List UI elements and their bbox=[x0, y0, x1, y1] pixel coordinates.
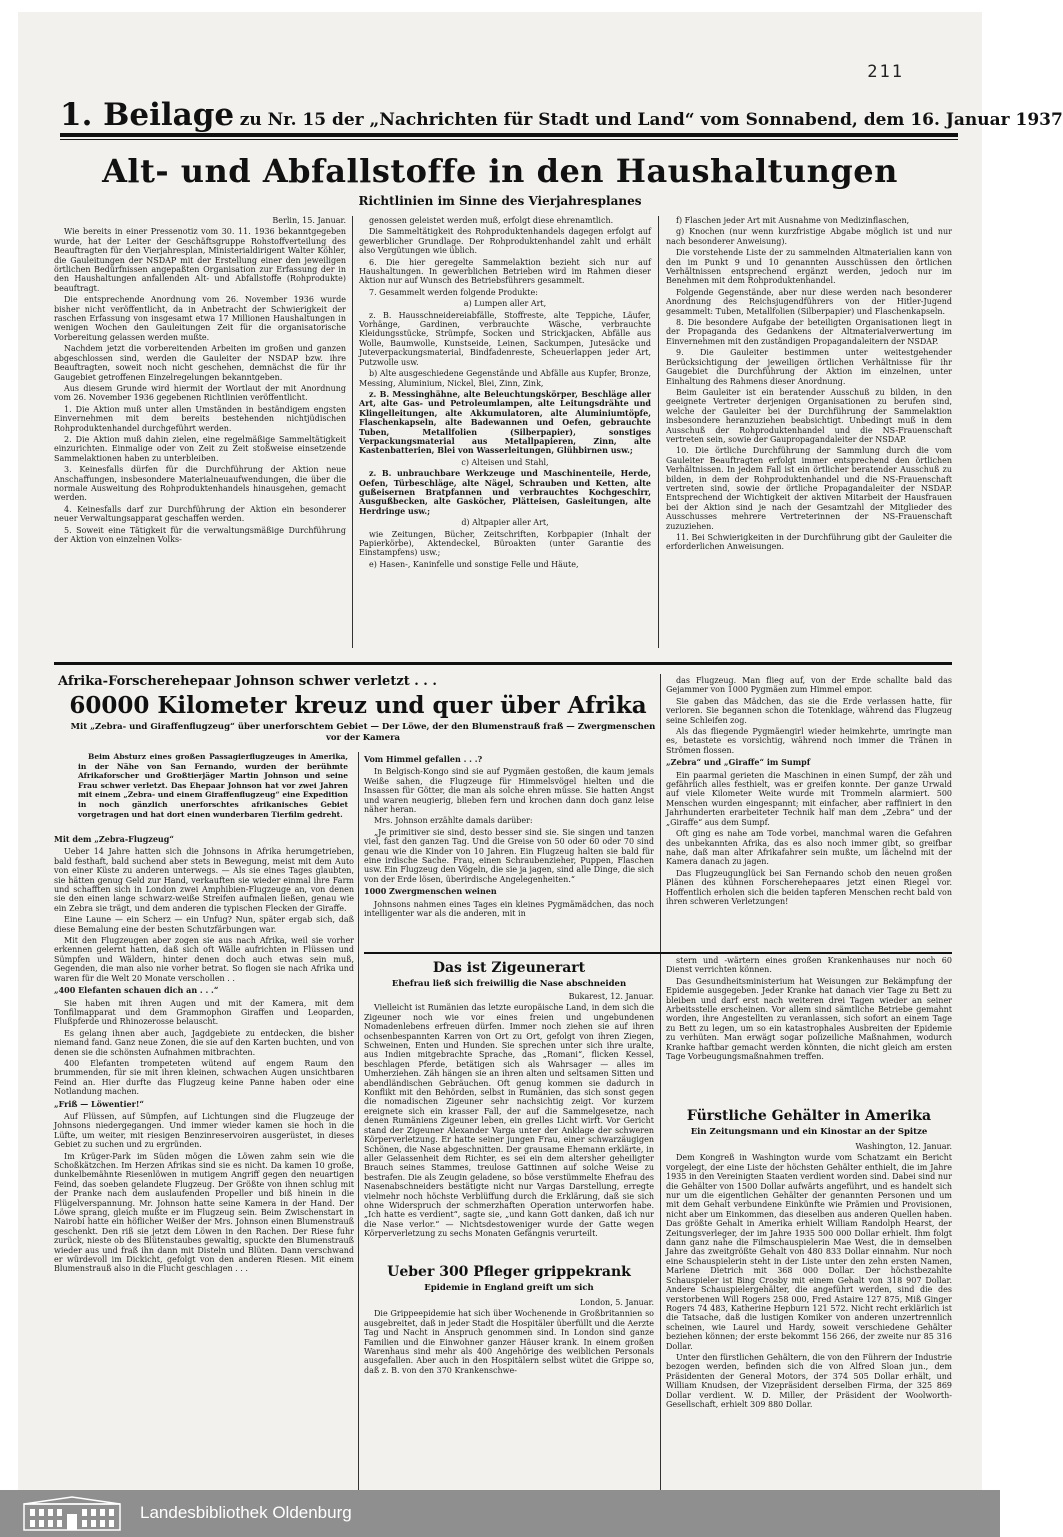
supplement-issue-line: zu Nr. 15 der „Nachrichten für Stadt und Land“ vom Sonnabend, dem 16. Januar 1937 bbox=[239, 110, 1063, 130]
waste-c2-p9: z. B. unbrauchbare Werkzeuge und Maschinenteile, Herde, Oefen, Türbeschläge, alte Nägel, Schrauben und Ketten, alte gußeisernen Bratpfannen und verbrauchtes Kochgeschirr, Ausgußbecken, alte Gasköcher, Plätteisen, Gasleitungen, alte Herdringe usw.; bbox=[359, 468, 651, 516]
column-divider bbox=[352, 216, 353, 648]
salaries-headline: Fürstliche Gehälter in Amerika bbox=[686, 1108, 932, 1124]
waste-c1-p7: 4. Keinesfalls darf zur Durchführung der Aktion ein besonderer neuer Verwaltungsapparat geschaffen werden. bbox=[54, 504, 346, 524]
page-number: 211 bbox=[867, 62, 904, 82]
africa-kicker: Afrika-Forscherehepaar Johnson schwer verletzt . . . bbox=[58, 674, 437, 689]
africa-c1-p7: 400 Elefanten trompeteten wütend auf engem Raum den brummenden, für sie mit ihren kleinen, schwachen Augen unsichtbaren Feind an. Hier durfte das Flugzeug keine Panne haben oder eine Notlandung machen. bbox=[54, 1058, 354, 1097]
salaries-p0: Dem Kongreß in Washington wurde vom Schatzamt ein Bericht vorgelegt, der eine Liste der höchsten Gehälter enthielt, die im Jahre 1935 in den Vereinigten Staaten verdient worden sind. Dabei sind nur die Gehälter von 1500 Dollar aufwärts angeführt, und es handelt sich nur um die eigentlichen Gehälter der genannten Personen und um mit dem Gehalt verbundene Einkünfte wie Prämien und Provisionen, nicht aber um Einkommen, das dieselben aus anderen Quellen haben. Das größte Gehalt in Amerika erhielt William Randolph Hearst, der Zeitungsverleger, der im Jahre 1935 500 000 Dollar erhielt. Ihm folgt dann ganz nahe die Filmschauspielerin Mae West, die in demselben Jahre das zweitgrößte Gehalt von 480 833 Dollar einnahm. Nur noch eine Schauspielerin steht in der Liste unter den zehn ersten Namen, Marlene Dietrich mit 368 000 Dollar. Der höchstbezahlte Schauspieler ist Bing Crosby mit einem Gehalt von 318 907 Dollar. Andere Schauspielergehälter, die angeführt werden, sind die des verstorbenen Will Rogers 258 000, Fred Astaire 127 875, Miß Ginger Rogers 74 483, Katherine Hepburn 121 572. Nicht recht erklärlich ist die Tatsache, daß die lustigen Komiker von anderen unzertrennlich scheinen, wie Laurel und Hardy, soweit verschiedene Gehälter beziehen können; der erste bekommt 156 266, der zweite nur 85 316 Dollar. bbox=[666, 1153, 952, 1351]
waste-c2-p11: wie Zeitungen, Bücher, Zeitschriften, Korbpapier (Inhalt der Papierkörbe), Aktendeckel, Büroakten (unter Garantie des Einstampfens) usw.; bbox=[359, 529, 651, 558]
waste-c3-p6: Beim Gauleiter ist ein beratender Ausschuß zu bilden, in den geeignete Vertreter derjenigen Organisationen zu berufen sind, welche der Gauleiter bei der Durchführung der Sammelaktion insbesondere heranzuziehen beabsichtigt. Unbedingt muß in dem Ausschuß der Rohproduktenhandel und die NS-Frauenschaft vertreten sein, sowie der Gaupropagandaleiter der NSDAP. bbox=[666, 387, 952, 444]
waste-column-1 bbox=[54, 216, 346, 648]
africa-column-3 bbox=[666, 676, 952, 952]
africa-c1-p6: Es gelang ihnen aber auch, Jagdgebiete zu entdecken, die bisher niemand fand. Ganz neue Zonen, die sie auf den Karten buchten, und von denen sie die schönsten Aufnahmen mitbrachten. bbox=[54, 1028, 354, 1057]
africa-headline: 60000 Kilometer kreuz und quer über Afrika bbox=[69, 692, 647, 719]
africa-column-2 bbox=[364, 752, 654, 919]
waste-c1-p3: Aus diesem Grunde wird hiermit der Wortlaut der mit Anordnung vom 26. November 1936 gegebenen Richtlinien veröffentlicht. bbox=[54, 383, 346, 403]
gypsy-subhead: Ehefrau ließ sich freiwillig die Nase abschneiden bbox=[391, 979, 627, 989]
africa-c2-p3: „Je primitiver sie sind, desto besser sind sie. Sie singen und tanzen viel, fast den ganzen Tag. Und die Greise von 50 oder 60 oder 70 sind genau wie die Kinder von 10 Jahren. Ein Flugzeug halten sie bald für eine irdische Sache. Frau, einen Schraubenzieher, Puppen, Flaschen usw. Ein Flugzeug den Vögeln, die sie ja jagen, sind alle Dinge, die sich von der Erde lösen, überirdische Angelegenheiten.“ bbox=[364, 827, 654, 884]
waste-c1-p2: Nachdem jetzt die vorbereitenden Arbeiten im großen und ganzen abgeschlossen sind, werden die Gauleiter der NSDAP bzw. ihre Beauftragten, soweit noch nicht geschehen, demnächst die für ihr Gaugebiet getroffenen Einzelregelungen bekanntgeben. bbox=[54, 344, 346, 382]
africa-c3-p6: Das Flugzeugunglück bei San Fernando schob den neuen großen Plänen des kühnen Forscherehepaares jetzt einen Riegel vor. Hoffentlich erholen sich die beiden tapferen Menschen recht bald von ihren schweren Verletzungen! bbox=[666, 868, 952, 906]
waste-c3-p3: Folgende Gegenstände, aber nur diese werden nach besonderer Anordnung des Reichsjugendführers von der Hitler-Jugend gesammelt: Tuben, Metallfolien (Silberpapier) und Flaschenkapseln. bbox=[666, 287, 952, 316]
library-name: Landesbibliothek Oldenburg bbox=[140, 1503, 352, 1522]
waste-c1-p4: 1. Die Aktion muß unter allen Umständen in beständigem engsten Einvernehmen mit dem bereits bestehenden nichtjüdischen Rohproduktenhandel durchgeführt werden. bbox=[54, 404, 346, 433]
waste-dateline: Berlin, 15. Januar. bbox=[272, 216, 346, 225]
column-divider bbox=[658, 216, 659, 648]
waste-column-3 bbox=[666, 216, 952, 648]
africa-c3-p4: Ein paarmal gerieten die Maschinen in einen Sumpf, der zäh und gefährlich alles festhielt, was er greifen konnte. Der ganze Urwald auf viele Kilometer Weite wurde mit Trommeln alarmiert. 500 Menschen wurden eingespannt; mit einfacher, aber raffiniert in den Jahrhunderten erarbeiteter Technik half man dem „Zebra“ und der „Giraffe“ aus dem Sumpf. bbox=[666, 770, 952, 827]
header-rule-thin bbox=[60, 139, 958, 140]
waste-c2-p1: Die Sammeltätigkeit des Rohproduktenhandels dagegen erfolgt auf gewerblicher Grundlage. Der Rohproduktenhandel zahlt und erhält also Vergütungen wie üblich. bbox=[359, 227, 651, 256]
gypsy-column bbox=[364, 992, 654, 1257]
africa-c2-p5: Johnsons nahmen eines Tages ein kleines Pygmämädchen, das noch intelligenter war als die anderen, mit in bbox=[364, 899, 654, 919]
flu-p0: Die Grippeepidemie hat sich über Wochenende in Großbritannien so ausgebreitet, daß in jeder Stadt die Hospitäler überfüllt und die Aerzte Tag und Nacht in Anspruch genommen sind. In London sind ganze Familien und die Einwohner ganzer Häuser krank. In einem großen Warenhaus sind mehr als 400 Angehörige des weiblichen Personals ausgefallen. Aber auch in den Hospitälern selbst wütet die Grippe so, daß z. B. von den 370 Krankenschwe- bbox=[364, 1309, 654, 1375]
africa-c1-p10: Im Krüger-Park im Süden mögen die Löwen zahm sein wie die Schoßkätzchen. Im Herzen Afrikas sind sie es nicht. Da kamen 10 große, dunkelbemähnte Riesenlöwen in mutigem Angriff gegen den neuartigen Feind, das soeben gelandete Flugzeug. Der Größte von ihnen schlug mit der Pranke nach dem auslaufenden Propeller und biß hinein in die Flügelverspannung. Mr. Johnson hatte seine Kamera in der Hand. Der Löwe sprang, gleich mußte er im Flugzeug sein. Beim Zwischenstart in Nairobi hatte ein höflicher Weißer der Mrs. Johnson einen Blumenstrauß geschenkt. Den riß sie jetzt dem Löwen in den Rachen. Der Riese fuhr zurück, nieste ob des Blütenstaubes gewaltig, spuckte den Blumenstrauß wieder aus und fraß ihn dann mit Disteln und Blüten. Dann verschwand er würdevoll im Dickicht, gefolgt von den anderen Riesen. Mit einem Blumenstrauß also in die Flucht geschlagen . . . bbox=[54, 1151, 354, 1274]
africa-c2-p0: Vom Himmel gefallen . . .? bbox=[364, 754, 483, 764]
supplement-label: 1. Beilage bbox=[60, 97, 235, 133]
flu-tail-p1: Das Gesundheitsministerium hat Weisungen zur Bekämpfung der Epidemie ausgegeben. Jeder Kranke hat danach vier Tage zu Bett zu bleiben und darf erst nach weiteren drei Tagen wieder an seiner Arbeitsstelle erscheinen. Vor allem sind sämtliche Betriebe gemahnt worden, ihre Angestellten zu veranlassen, sich sofort an einem Tage zu Bett zu legen, um so ein katastrophales Ausbreiten der Epidemie zu verhüten. Man erwägt sogar polizeiliche Maßnahmen, wodurch Kranke haftbar gemacht werden könnten, die nicht gleich am ersten Tage Vorbeugungsmaßnahmen treffen. bbox=[666, 976, 952, 1062]
africa-c1-p4: „400 Elefanten schauen dich an . . .“ bbox=[54, 985, 219, 996]
waste-c2-p6: b) Alte ausgeschiedene Gegenstände und Abfälle aus Kupfer, Bronze, Messing, Aluminium, Nickel, Blei, Zinn, Zink, bbox=[359, 369, 651, 388]
header-rule bbox=[60, 133, 958, 137]
africa-c1-p5: Sie haben mit ihren Augen und mit der Kamera, mit dem Tonfilmapparat und dem Grammophon Giraffen und Leoparden, Flußpferde und Rhinozerosse belauscht. bbox=[54, 998, 354, 1027]
salaries-p1: Unter den fürstlichen Gehältern, die von den Führern der Industrie bezogen werden, befinden sich die von Alfred Sloan jun., dem Präsidenten der General Motors, der 374 505 Dollar erhält, und William Knudsen, der Vizepräsident derselben Firma, der 325 869 Dollar verdient. W. D. Miller, der Präsident der Woolworth-Gesellschaft, erhielt 309 880 Dollar. bbox=[666, 1352, 952, 1409]
waste-c2-p8: c) Alteisen und Stahl, bbox=[461, 457, 549, 467]
africa-c1-p9: Auf Flüssen, auf Sümpfen, auf Lichtungen sind die Flugzeuge der Johnsons niedergegangen. Und immer wieder kamen sie hoch in die Lüfte, um weiter, mit riesigen Benzinreservoiren ausgerüstet, in dieses Gebiet zu suchen und zu ergründen. bbox=[54, 1111, 354, 1150]
library-building-icon bbox=[22, 1496, 122, 1532]
africa-lead-text: Beim Absturz eines großen Passagierflugzeuges in Amerika, in der Nähe von San Fernando, wurden der berühmte Afrikaforscher und Großtierjäger Martin Johnson und seine Frau schwer verletzt. Das Ehepaar Johnson hat vor zwei Jahren mit einem „Zebra- und einem Giraffenflugzeug“ eine Expedition in noch gänzlich unerforschtes afrikanisches Gebiet vorgetragen und hat dort einen wunderbaren Tierfilm gedreht. bbox=[78, 752, 348, 819]
waste-c2-p4: a) Lumpen aller Art, bbox=[463, 299, 547, 309]
waste-c1-p8: 5. Soweit eine Tätigkeit für die verwaltungsmäßige Durchführung der Aktion von einzelnen Volks- bbox=[54, 525, 346, 544]
library-footer-bar bbox=[0, 1490, 1000, 1537]
flu-dateline: London, 5. Januar. bbox=[579, 1298, 654, 1307]
waste-c3-p7: 10. Die örtliche Durchführung der Sammlung durch die vom Gauleiter Beauftragten erfolgt immer entsprechend den örtlichen Verhältnissen. In jedem Fall ist ein örtlicher beratender Ausschuß zu bilden, in dem der Rohproduktenhandel und die NS-Frauenschaft vertreten sind, sowie der örtliche Propagandaleiter der NSDAP. Entsprechend der Wichtigkeit der aktiven Mitarbeit der Hausfrauen bei der Aktion sind je nach der Gesamtzahl der Mitglieder des Ausschusses mehrere Vertreterinnen der NS-Frauenschaft zuzuziehen. bbox=[666, 446, 952, 531]
section-rule bbox=[364, 952, 952, 954]
column-divider bbox=[358, 752, 359, 1494]
waste-c2-p7: z. B. Messinghähne, alte Beleuchtungskörper, Beschläge aller Art, alte Gas- und Petroleumlampen, alte Leitungsdrähte und Klingelleitungen, alte Akkumulatoren, alte Aluminiumtöpfe, Flaschenkapseln, alte Badewannen und Oefen, gebrauchte Tuben, Metallfolien (Silberpapier), sonstiges Verpackungsmaterial aus Metallpapieren, Zinn, alte Kastenbatterien, Blei von Wasserleitungen, Glühbirnen usw.; bbox=[359, 388, 651, 456]
supplement-header bbox=[60, 97, 1063, 133]
flu-headline: Ueber 300 Pfleger grippekrank bbox=[387, 1264, 631, 1280]
waste-c2-p12: e) Hasen-, Kaninfelle und sonstige Felle und Häute, bbox=[369, 559, 579, 569]
newspaper-page bbox=[18, 12, 1063, 1490]
waste-c2-p5: z. B. Hausschneidereiabfälle, Stoffreste, alte Teppiche, Läufer, Vorhänge, Gardinen, verbrauchte Wäsche, verbrauchte Kleidungsstücke, Strümpfe, Socken und Strickjacken, Abfälle aus Wolle, Baumwolle, Kunstseide, Leinen, Sackumpen, Jutesäcke und Juteverpackungsmaterial, Bindfadenreste, Scheuerlappen jeder Art, Putzwolle usw. bbox=[359, 310, 651, 367]
africa-c1-p3: Mit den Flugzeugen aber zogen sie aus nach Afrika, weil sie vorher erkennen gelernt hatten, daß sich oft Wälle aufrichten in Flüssen und Sümpfen und Wäldern, hinter denen doch auch etwas sein muß, Gegenden, die man also nie vorher betrat. So flogen sie nach Afrika und waren für die Welt 20 Monate verschollen . . bbox=[54, 936, 354, 983]
africa-c2-p1: In Belgisch-Kongo sind sie auf Pygmäen gestoßen, die kaum jemals Weiße sahen, die Flugzeuge für Himmelsvögel hielten und die Insassen für Götter, die man als solche ehren müsse. Sie hatten Angst und waren neugierig, blieben fern und krochen dann doch ganz leise näher heran. bbox=[364, 767, 654, 815]
waste-c1-p0: Wie bereits in einer Pressenotiz vom 30. 11. 1936 bekanntgegeben wurde, hat der Leiter der Geschäftsgruppe Rohstoffverteilung des Beauftragten für den Vierjahresplan, Ministerialdirigent Walter Köhler, die Gauleitungen der NSDAP mit der Erstellung einer den jeweiligen örtlichen Bedürfnissen angepaßten Organisation zur Erfassung der in den Haushaltungen anfallenden Alt- und Abfallstoffe (Rohprodukte) beauftragt. bbox=[54, 227, 346, 293]
article-subhead-waste: Richtlinien im Sinne des Vierjahresplanes bbox=[358, 194, 642, 208]
waste-c3-p0: f) Flaschen jeder Art mit Ausnahme von Medizinflaschen, bbox=[676, 216, 910, 225]
flu-tail-p0: stern und -wärtern eines großen Krankenhauses nur noch 60 Dienst verrichten können. bbox=[666, 956, 952, 975]
africa-c3-p2: Als das fliegende Pygmäengirl wieder heimkehrte, umringte man es, betastete es vorsichtig, während noch immer die Tränen in Strömen flossen. bbox=[666, 727, 952, 755]
salaries-subhead: Ein Zeitungsmann und ein Kinostar an der Spitze bbox=[690, 1127, 928, 1137]
africa-c3-p3: „Zebra“ und „Giraffe“ im Sumpf bbox=[666, 757, 811, 768]
flu-subhead: Epidemie in England greift um sich bbox=[424, 1283, 594, 1293]
waste-c3-p8: 11. Bei Schwierigkeiten in der Durchführung gibt der Gauleiter die erforderlichen Anweisungen. bbox=[666, 533, 952, 552]
gypsy-p0: Vielleicht ist Rumänien das letzte europäische Land, in dem sich die Zigeuner noch wie vor eines freien und ungebundenen Nomadenlebens erfreuen dürfen. Immer noch ziehen sie auf ihren ochsenbespannten Karren von Ort zu Ort, gefolgt von ihren Ziegen, Schweinen, Enten und Hunden. Sie sprechen unter sich ihre uralte, aus Indien mitgebrachte Sprache, das „Romani“, flicken Kessel, beschlagen Pferde, betätigen sich als Wahrsager — alles im Umherziehen. Zäh hängen sie an ihren alten und seltsamen Sitten und abendländischen Gebräuchen. Oft genug kommen sie dadurch in Konflikt mit den Behörden, selbst in Rumänien, das sich sonst gegen die nomadischen Zigeuner sehr nachsichtig zeigt. Vor kurzem ereignete sich ein krasser Fall, der auf die Sammelgesetze, nach denen Rumäniens Zigeuner leben, ein grelles Licht wirft. Vor Gericht stand der Zigeuner Alexander Varga unter der Anklage der schweren Körperverletzung. Er hatte seiner jungen Frau, einer schwarzäugigen Schönen, die Nase abgeschnitten. Der grausame Ehemann erklärte, in aller Gelassenheit dem Richter, es sei ein dem altersher geheiligter Brauch seines Stammes, treulose Gattinnen auf solche Weise zu bestrafen. Die als Zeugin geladene, so böse verstümmelte Ehefrau des Nasenabschneiders bestätigte nicht nur Vargas Darstellung, erregte vielmehr noch höchste Verblüffung durch die Erklärung, daß sie sich ohne Widerspruch der schmerzhaften Operation unterworfen habe. „Ich hatte es verdient“, sagte sie, „und kann Gott danken, daß ich nur die Nase verlor.“ — Nichtsdestoweniger wurde der Gatte wegen Körperverletzung zu sechs Monaten Gefängnis verurteilt. bbox=[364, 1003, 654, 1239]
africa-c3-p0: das Flugzeug. Man flieg auf, von der Erde schallte bald das Gejammer von 1000 Pygmäen zum Himmel empor. bbox=[666, 676, 952, 695]
gypsy-dateline: Bukarest, 12. Januar. bbox=[568, 992, 654, 1001]
column-divider bbox=[660, 674, 661, 1494]
waste-c2-p2: 6. Die hier geregelte Sammelaktion bezieht sich nur auf Haushaltungen. In gewerblichen Betrieben wird im Rahmen dieser Aktion nur auf Wunsch des Betriebsführers gesammelt. bbox=[359, 257, 651, 286]
africa-lead bbox=[78, 752, 348, 824]
flu-column bbox=[364, 1298, 654, 1494]
article-headline-waste: Alt- und Abfallstoffe in den Haushaltungen bbox=[102, 152, 898, 190]
africa-subhead: Mit „Zebra- und Giraffenflugzeug“ über unerforschtem Gebiet — Der Löwe, der den Blumenstrauß fraß — Zwergmenschen vor der Kamera bbox=[70, 722, 656, 743]
africa-c2-p4: 1000 Zwergmenschen weinen bbox=[364, 886, 497, 897]
salaries-column bbox=[666, 1142, 952, 1494]
salaries-dateline: Washington, 12. Januar. bbox=[855, 1142, 952, 1151]
waste-c2-p3: 7. Gesammelt werden folgende Produkte: bbox=[369, 287, 538, 297]
waste-c3-p4: 8. Die besondere Aufgabe der beteiligten Organisationen liegt in der Propaganda des Gedankens der Altmaterialverwertung im Einvernehmen mit den zuständigen Propagandaleitern der NSDAP. bbox=[666, 318, 952, 346]
waste-c1-p6: 3. Keinesfalls dürfen für die Durchführung der Aktion neue Anschaffungen, insbesondere Materialneuaufwendungen, die über die normale Ausweitung des Rohproduktenhandels hinausgehen, gemacht werden. bbox=[54, 465, 346, 503]
waste-c2-p10: d) Altpapier aller Art, bbox=[461, 518, 549, 528]
waste-c3-p1: g) Knochen (nur wenn kurzfristige Abgabe möglich ist und nur nach besonderer Anweisung). bbox=[666, 227, 952, 246]
flu-continued-column bbox=[666, 956, 952, 1098]
waste-c3-p5: 9. Die Gauleiter bestimmen unter weitestgehender Berücksichtigung der jeweiligen örtlichen Verhältnisse für ihr Gaugebiet die Durchführung der Aktion im einzelnen, unter Einhaltung des Rahmens dieser Anordnung. bbox=[666, 348, 952, 386]
waste-c2-p0: genossen geleistet werden muß, erfolgt diese ehrenamtlich. bbox=[369, 216, 614, 225]
africa-c1-p0: Mit dem „Zebra-Flugzeug“ bbox=[54, 834, 174, 844]
africa-c1-p1: Ueber 14 Jahre hatten sich die Johnsons in Afrika herumgetrieben, bald festhaft, bald suchend aber stets in Bewegung, meist mit dem Auto von einer Küste zu anderen unterwegs. — Als sie eines Tages glaubten, sie hätten genug Geld zur Hand, verkauften sie wieder einmal ihre Farm und schafften sich in London zwei Amphibien-Flugzeuge an, von denen sie den einen lange schwarz-weiße Streifen aufmalen ließen, genau wie ein Zebra sie trägt, und dem anderen die typischen Flecken der Giraffe. bbox=[54, 847, 354, 913]
section-rule bbox=[54, 662, 952, 665]
africa-c3-p5: Oft ging es nahe am Tode vorbei, manchmal waren die Gefahren des unbekannten Afrika, das es also noch immer gibt, so greifbar nahe, daß man alter Afrikafahrer sein mußte, um lächelnd mit der Kamera danach zu jagen. bbox=[666, 829, 952, 867]
africa-c3-p1: Sie gaben das Mädchen, das sie die Erde verlassen hatte, für verloren. Sie begannen schon die Totenklage, während das Flugzeug seine Schleifen zog. bbox=[666, 696, 952, 725]
waste-c3-p2: Die vorstehende Liste der zu sammelnden Altmaterialien kann von den im Punkt 9 und 10 genannten Ausschüssen den örtlichen Verhältnissen entsprechend ergänzt werden, jedoch nur im Benehmen mit dem Rohproduktenhandel. bbox=[666, 248, 952, 286]
africa-column-1 bbox=[54, 832, 354, 1494]
africa-c1-p8: „Friß — Löwentier!“ bbox=[54, 1098, 144, 1109]
africa-c1-p2: Eine Laune — ein Scherz — ein Unfug? Nun, später ergab sich, daß diese Bemalung eine der besten Schutzfärbungen war. bbox=[54, 915, 354, 934]
waste-c1-p1: Die entsprechende Anordnung vom 26. November 1936 wurde bisher nicht veröffentlicht, da in Anbetracht der Schwierigkeit der raschen Erfassung von insgesamt etwa 17 Millionen Haushaltungen in wenigen Wochen den Gauleitungen Zeit für die organisatorische Vorbereitung gelassen werden mußte. bbox=[54, 295, 346, 342]
africa-c2-p2: Mrs. Johnson erzählte damals darüber: bbox=[374, 816, 533, 826]
waste-c1-p5: 2. Die Aktion muß dahin zielen, eine regelmäßige Sammeltätigkeit einzurichten. Einmalige oder von Zeit zu Zeit stoßweise einsetzende Sammelaktionen haben zu unterbleiben. bbox=[54, 434, 346, 463]
gypsy-headline: Das ist Zigeunerart bbox=[432, 960, 586, 976]
waste-column-2 bbox=[359, 216, 651, 648]
